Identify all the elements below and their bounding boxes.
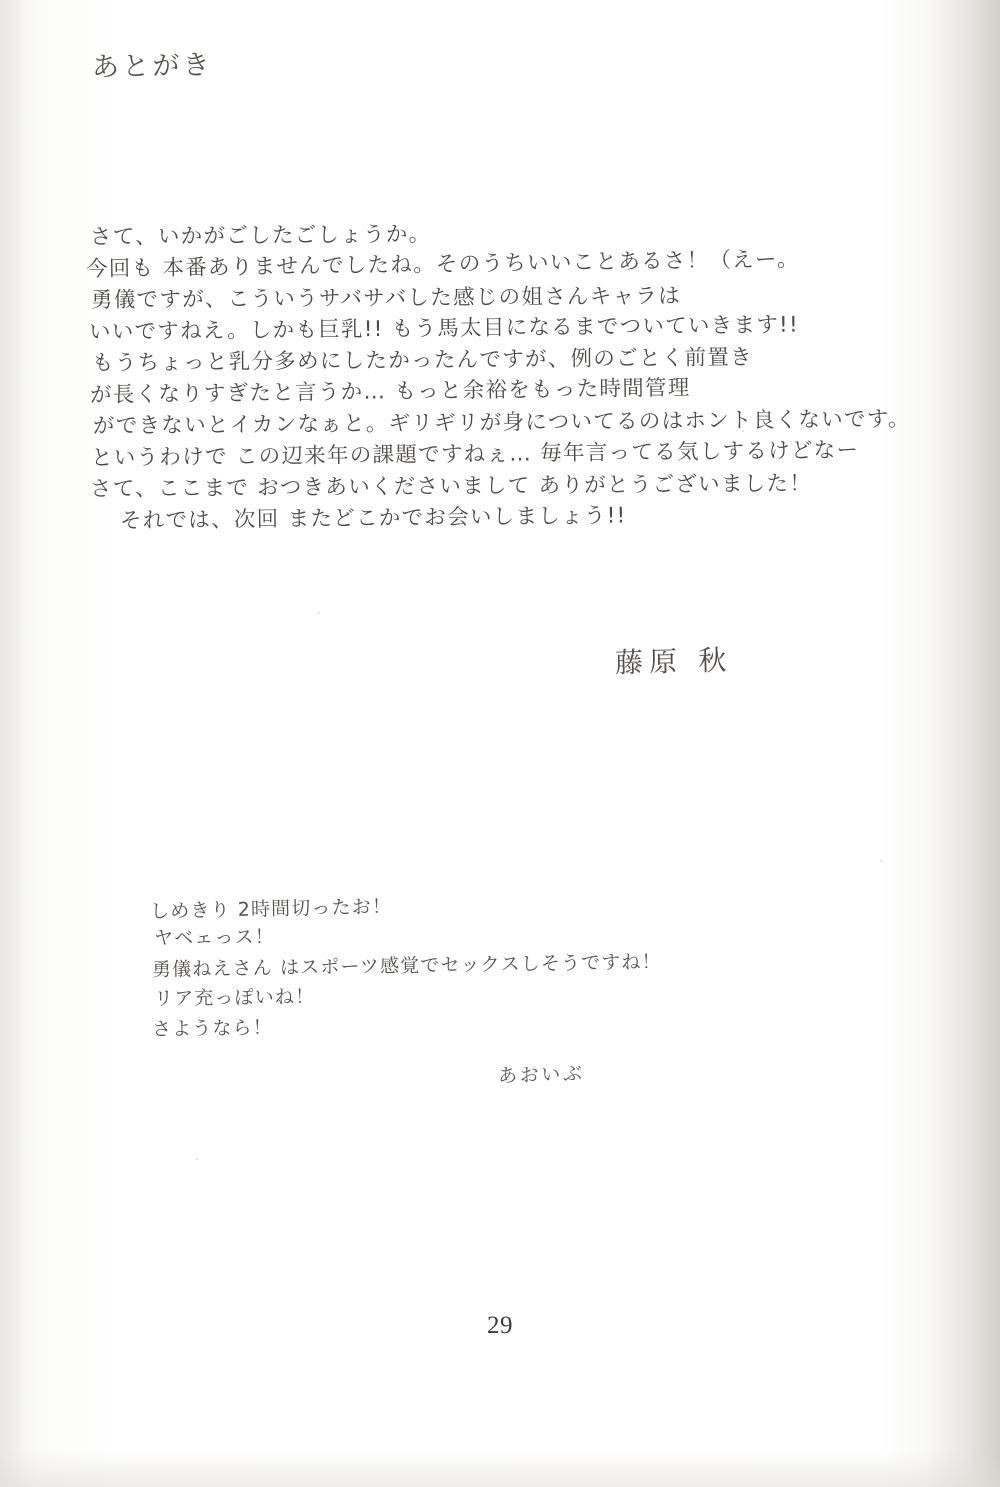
afterword-line: さて、ここまで おつきあいくださいまして ありがとうございました！ [89, 471, 813, 502]
afterword-heading: あとがき [91, 49, 214, 84]
guest-note-line: 勇儀ねえさん はスポーツ感覚でセックスしそうですね！ [151, 950, 662, 981]
guest-signature: あおいぶ [497, 1062, 585, 1088]
afterword-line: いいですねえ。しかも巨乳!! もう馬太目になるまでついていきます!! [88, 312, 800, 345]
afterword-line: というわけで この辺来年の課題ですねぇ… 毎年言ってる気しするけどなー [90, 437, 860, 471]
afterword-line: 今回も 本番ありませんでしたね。そのうちいいことあるさ！（えー。 [85, 246, 800, 282]
afterword-line: が長くなりすぎたと言うか… もっと余裕をもった時間管理 [89, 375, 691, 408]
author-signature: 藤原 秋 [614, 643, 733, 680]
scan-speckle [196, 1158, 198, 1160]
afterword-line: もうちょっと乳分多めにしたかったんですが、例のごとく前置き [91, 345, 754, 376]
scan-speckle [318, 612, 320, 614]
page-number: 29 [487, 1312, 513, 1339]
guest-note-line: リア充っぽいね！ [153, 985, 316, 1010]
guest-note-line: さようなら！ [151, 1016, 274, 1041]
scan-edge-bottom-shadow [0, 1451, 1000, 1487]
afterword-line: さて、いかがごしたごしょうか。 [89, 222, 432, 250]
scan-edge-right-shadow [928, 0, 1000, 1487]
afterword-body [85, 222, 911, 537]
guest-note-body [150, 890, 790, 1040]
guest-note-line: しめきり 2時間切ったお！ [149, 895, 393, 923]
scan-edge-left-shadow [0, 0, 26, 1487]
afterword-line: それでは、次回 またどこかでお会いしましょう!! [119, 502, 627, 534]
afterword-line: ができないとイカンなぁと。ギリギリが身についてるのはホント良くないです。 [92, 406, 911, 439]
afterword-line: 勇儀ですが、こういうサバサバした感じの姐さんキャラは [90, 283, 682, 313]
guest-note-line: ヤベェっス！ [153, 926, 275, 950]
scan-speckle [880, 860, 882, 862]
